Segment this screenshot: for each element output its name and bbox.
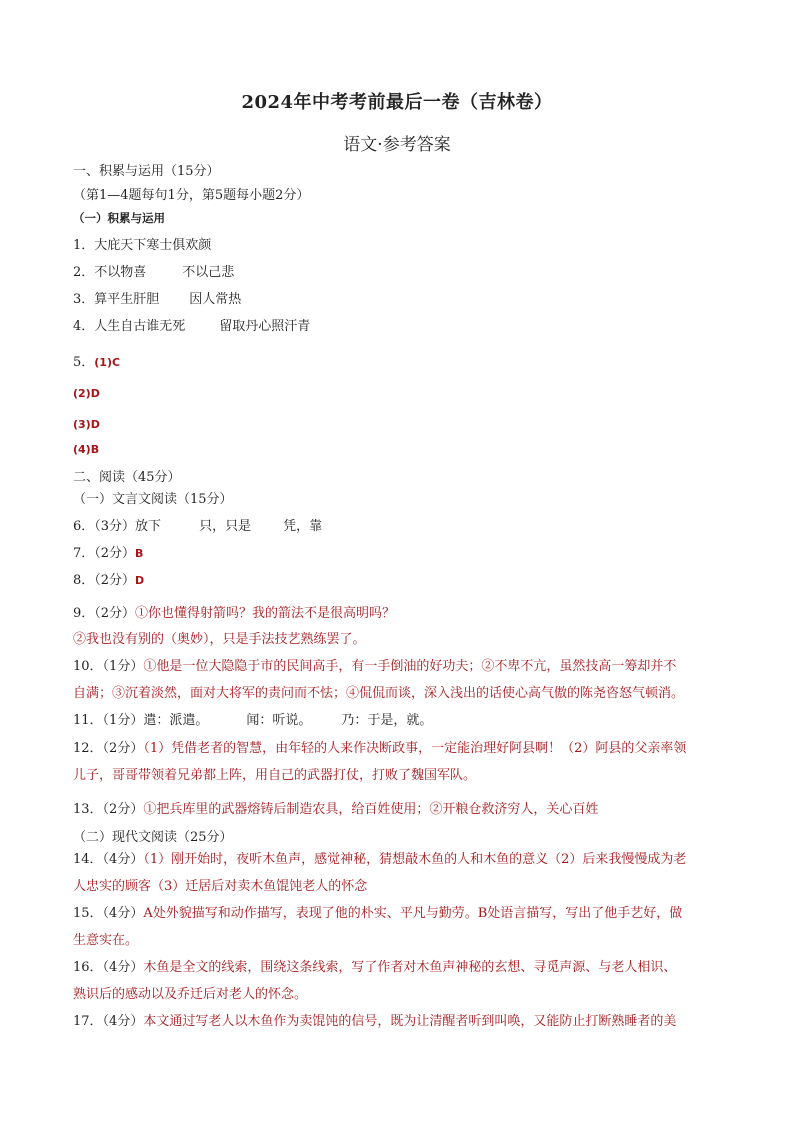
answer-q15-line1: A处外貌描写和动作描写，表现了他的朴实、平凡与勤劳。B处语言描写，写出了他手艺好，做 [143,906,683,921]
answer-q14-line1: （1）刚开始时，夜听木鱼声，感觉神秘，猜想敲木鱼的人和木鱼的意义（2）后来我慢慢成为老 [143,852,687,867]
answer-q9 [73,606,395,622]
answer-q13 [73,802,598,818]
answer-q13-head: 13．（2分） [73,802,144,817]
section1-heading: 一、积累与运用（15分） [73,164,220,179]
answer-q2-b: 不以己悲 [182,265,235,280]
answer-q17-head: 17．（4分） [73,1014,144,1029]
answer-q11 [73,713,432,729]
answer-q3-b: 因人常热 [189,292,242,307]
answer-q4-b: 留取丹心照汗青 [219,319,311,334]
answer-q8-head: 8．（2分） [73,573,136,588]
section2-heading: 二、阅读（45分） [73,470,181,485]
answer-q11-c: 乃：于是，就。 [341,713,433,728]
answer-q11-b: 闻：听说。 [246,713,312,728]
section1-note: （第1—4题每句1分，第5题每小题2分） [73,188,310,203]
answer-q5-3: (3)D [73,418,100,431]
answer-q5-number: 5． [73,355,95,370]
answer-q17-line1: 本文通过写老人以木鱼作为卖馄饨的信号，既为让清醒者听到叫唤，又能防止打断熟睡者的美 [143,1014,677,1029]
answer-q7 [73,546,143,562]
answer-q6-b: 只，只是 [199,519,252,534]
answer-q11-a: 遣：派遣。 [143,713,209,728]
answer-q16-head: 16．（4分） [73,960,144,975]
answer-q6-head: 6．（3分） [73,519,136,534]
answer-q15-line2: 生意实在。 [73,933,139,948]
answer-q8-ans: D [135,574,145,587]
answer-q11-head: 11．（1分） [73,713,144,728]
answer-q7-head: 7．（2分） [73,546,136,561]
answer-q2 [73,265,234,281]
document-title: 2024年中考考前最后一卷（吉林卷） [241,92,553,113]
answer-q4-a: 4．人生自古谁无死 [73,319,186,334]
answer-q9-line1: ①你也懂得射箭吗？我的箭法不是很高明吗？ [135,606,396,621]
answer-q8 [73,573,144,589]
answer-q14-head: 14．（4分） [73,852,144,867]
answer-q13-ans: ①把兵库里的武器熔铸后制造农具，给百姓使用；②开粮仓救济穷人，关心百姓 [143,802,599,817]
answer-q16-line2: 熟识后的感动以及乔迁后对老人的怀念。 [73,987,308,1002]
document-subtitle: 语文·参考答案 [343,135,451,155]
answer-q10-line1: ①他是一位大隐隐于市的民间高手，有一手倒油的好功夫；②不卑不亢，虽然技高一筹却并不 [143,659,677,674]
answer-q15 [73,906,682,922]
answer-q14 [73,852,686,868]
answer-q10 [73,659,676,675]
answer-q7-ans: B [135,547,144,560]
answer-q5 [73,355,120,371]
answer-q5-2: (2)D [73,387,100,400]
answer-q16 [73,960,676,976]
answer-q10-head: 10．（1分） [73,659,144,674]
answer-q15-head: 15．（4分） [73,906,144,921]
answer-q3-a: 3．算平生肝胆 [73,292,160,307]
answer-q16-line1: 木鱼是全文的线索，围绕这条线索，写了作者对木鱼声神秘的玄想、寻觅声源、与老人相识、 [143,960,677,975]
section2-subheading-modern: （二）现代文阅读（25分） [73,830,233,845]
answer-q6 [73,519,322,535]
answer-q12 [73,741,686,757]
section2-subheading-classical: （一）文言文阅读（15分） [73,492,233,507]
answer-q6-c: 凭，靠 [283,519,323,534]
answer-q5-4: (4)B [73,443,100,456]
answer-q2-a: 2．不以物喜 [73,265,147,280]
section1-subheading: （一）积累与运用 [73,211,165,225]
answer-q1: 1．大庇天下寒士俱欢颜 [73,238,212,253]
answer-q17 [73,1014,676,1030]
answer-q14-line2: 人忠实的顾客（3）迁居后对卖木鱼馄饨老人的怀念 [73,879,368,894]
answer-q9-head: 9．（2分） [73,606,136,621]
answer-q3 [73,292,241,308]
answer-q12-line1: （1）凭借老者的智慧，由年轻的人来作决断政事，一定能治理好阿县啊！（2）阿县的父亲率领 [143,741,687,756]
answer-q12-head: 12．（2分） [73,741,144,756]
answer-q6-a: 放下 [135,519,162,534]
answer-q12-line2: 儿子，哥哥带领着兄弟都上阵，用自己的武器打仗，打败了魏国军队。 [73,768,477,783]
answer-q5-1: (1)C [94,356,121,369]
answer-q9-line2: ②我也没有别的（奥妙），只是手法技艺熟练罢了。 [73,632,366,647]
answer-q10-line2: 自满；③沉着淡然，面对大将军的责问而不怯；④侃侃而谈，深入浅出的话使心高气傲的陈尧咨怒气顿消。 [73,686,685,701]
answer-q4 [73,319,310,335]
